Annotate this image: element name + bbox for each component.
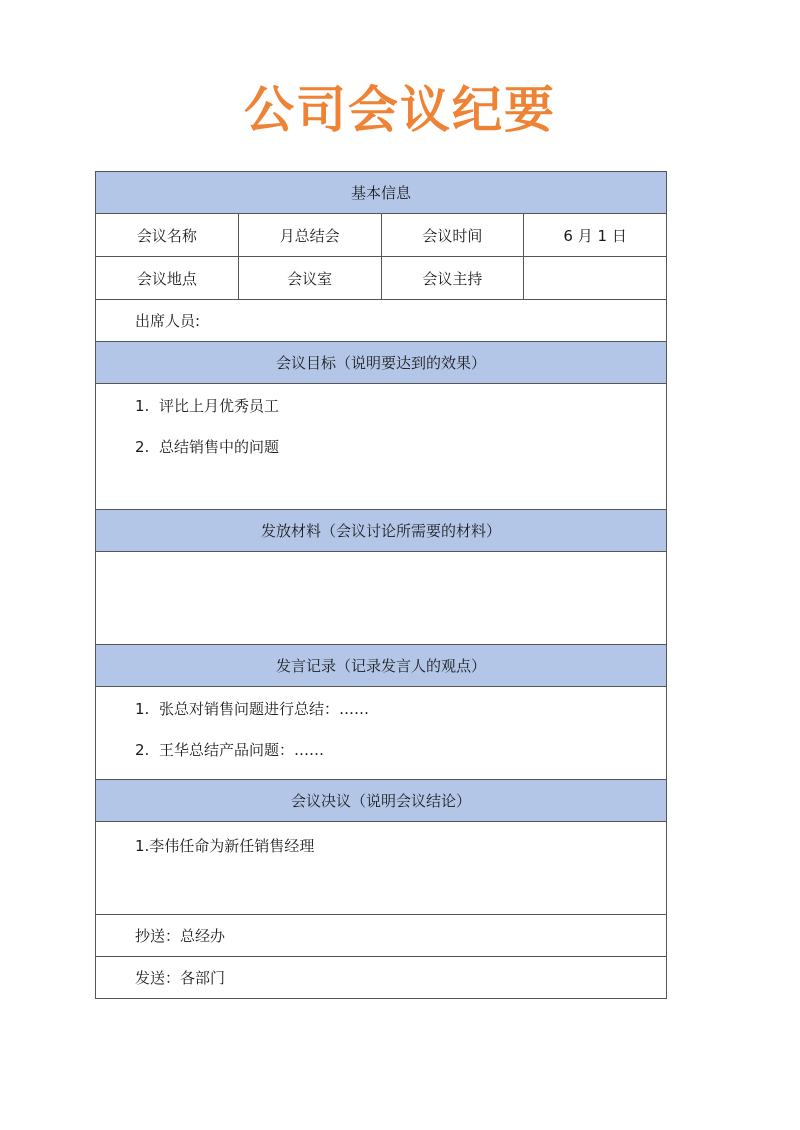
item-text: 1.李伟任命为新任销售经理 bbox=[135, 837, 315, 855]
list-item bbox=[135, 836, 666, 856]
section-title: 发言记录（记录发言人的观点） bbox=[275, 657, 486, 675]
attendees-label: 出席人员: bbox=[135, 312, 201, 330]
item-text: 总结销售中的问题 bbox=[159, 438, 280, 456]
decisions-content[interactable] bbox=[96, 822, 666, 915]
item-number: 2. bbox=[135, 741, 150, 759]
meeting-host-label: 会议主持 bbox=[382, 257, 525, 299]
list-item bbox=[135, 396, 666, 416]
send-row[interactable] bbox=[96, 957, 666, 999]
goals-content[interactable] bbox=[96, 384, 666, 510]
section-header-goals bbox=[96, 342, 666, 384]
meeting-place-value[interactable]: 会议室 bbox=[239, 257, 382, 299]
cc-text: 抄送：总经办 bbox=[135, 927, 226, 945]
section-title: 会议决议（说明会议结论） bbox=[290, 792, 471, 810]
section-header-basic-info bbox=[96, 172, 666, 214]
list-item bbox=[135, 699, 666, 719]
info-row-place-host bbox=[96, 257, 666, 300]
item-number: 1. bbox=[135, 700, 150, 718]
page-title: 公司会议纪要 bbox=[244, 81, 556, 139]
section-title: 发放材料（会议讨论所需要的材料） bbox=[260, 522, 501, 540]
list-item bbox=[135, 437, 666, 457]
send-text: 发送：各部门 bbox=[135, 969, 226, 987]
item-number: 2. bbox=[135, 438, 150, 456]
meeting-name-value[interactable]: 月总结会 bbox=[239, 214, 382, 256]
section-header-decisions bbox=[96, 780, 666, 822]
section-header-materials bbox=[96, 510, 666, 552]
meeting-time-value[interactable]: 6 月 1 日 bbox=[563, 226, 627, 245]
info-row-name-time bbox=[96, 214, 666, 257]
list-item bbox=[135, 740, 666, 760]
meeting-minutes-form bbox=[95, 171, 667, 999]
item-text: 张总对销售问题进行总结：…… bbox=[159, 700, 370, 718]
speeches-content[interactable] bbox=[96, 687, 666, 780]
cc-row[interactable] bbox=[96, 915, 666, 957]
item-number: 1. bbox=[135, 397, 150, 415]
section-title: 基本信息 bbox=[350, 184, 411, 202]
meeting-name-label: 会议名称 bbox=[96, 214, 239, 256]
materials-content[interactable] bbox=[96, 552, 666, 645]
meeting-time-label: 会议时间 bbox=[382, 214, 525, 256]
meeting-host-value[interactable] bbox=[524, 257, 666, 299]
section-header-speeches bbox=[96, 645, 666, 687]
meeting-place-label: 会议地点 bbox=[96, 257, 239, 299]
attendees-row[interactable] bbox=[96, 300, 666, 342]
section-title: 会议目标（说明要达到的效果） bbox=[275, 354, 486, 372]
item-text: 评比上月优秀员工 bbox=[159, 397, 280, 415]
item-text: 王华总结产品问题：…… bbox=[159, 741, 325, 759]
